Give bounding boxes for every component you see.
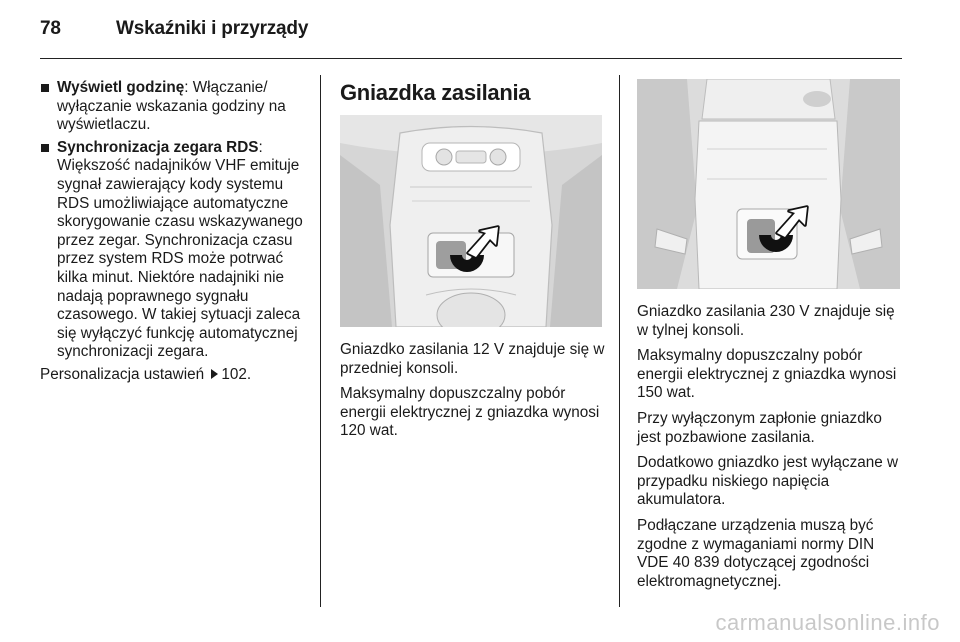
- page-title: Wskaźniki i przyrządy: [116, 18, 309, 39]
- front-console-socket-illustration: [340, 115, 602, 327]
- column-divider: [320, 75, 321, 607]
- paragraph-low-voltage: Dodatkowo gniazdko jest wyłączane w przypadku niskiego napięcia akumulatora.: [637, 454, 899, 509]
- page-header: [40, 18, 308, 40]
- bullet-term: Wyświetl godzinę: [57, 79, 185, 96]
- right-column: [637, 79, 905, 598]
- column-divider: [619, 75, 620, 607]
- middle-column: [340, 79, 608, 448]
- watermark: carmanualsonline.info: [715, 610, 940, 635]
- paragraph-rear-socket: Gniazdko zasilania 230 V znajduje się w tylnej konsoli.: [637, 303, 895, 339]
- bullet-rds-sync: [40, 139, 312, 362]
- paragraph-front-power: Maksymalny dopuszczalny pobór energii elektrycznej z gniazdka wynosi 120 wat.: [340, 385, 600, 440]
- header-rule: [40, 58, 902, 59]
- bullet-term: Synchronizacja zegara RDS: [57, 138, 259, 156]
- bullet-text: : Włączanie/ wyłączanie wskazania godziny na wyświetlaczu.: [57, 79, 286, 134]
- reference-page: 102.: [221, 365, 252, 383]
- paragraph-ignition: Przy wyłączonym zapłonie gniazdko jest pozbawione zasilania.: [637, 409, 882, 446]
- page-reference-icon: [211, 369, 218, 379]
- cross-reference[interactable]: [40, 366, 312, 385]
- left-column: [40, 79, 312, 392]
- paragraph-din-norm: Podłączane urządzenia muszą być zgodne z wymaganiami normy DIN VDE 40 839 dotyczącej zgodności elektromagnetycznej.: [637, 516, 875, 590]
- paragraph-front-socket: Gniazdko zasilania 12 V znajduje się w przedniej konsoli.: [340, 341, 605, 377]
- bullet-display-time: [40, 79, 312, 135]
- section-title: Gniazdka zasilania: [340, 80, 531, 105]
- bullet-text: : Większość nadajników VHF emituje sygnał zawierający kody systemu RDS umożliwiające automatyczne skorygowanie czasu wskazywanego przez zegar. Synchronizacja czasu przez system RDS może potrwać kilka minut. Niektóre nadajniki nie nadają poprawnego sygnału czasowego. W takiej sytuacji zaleca się wyłączyć funkcję automatycznej synchronizacji zegara.: [57, 138, 303, 361]
- page-number: 78: [40, 18, 61, 39]
- paragraph-rear-power: Maksymalny dopuszczalny pobór energii elektrycznej z gniazdka wynosi 150 wat.: [637, 347, 897, 402]
- reference-text: Personalizacja ustawień: [40, 365, 205, 383]
- rear-console-socket-illustration: [637, 79, 900, 289]
